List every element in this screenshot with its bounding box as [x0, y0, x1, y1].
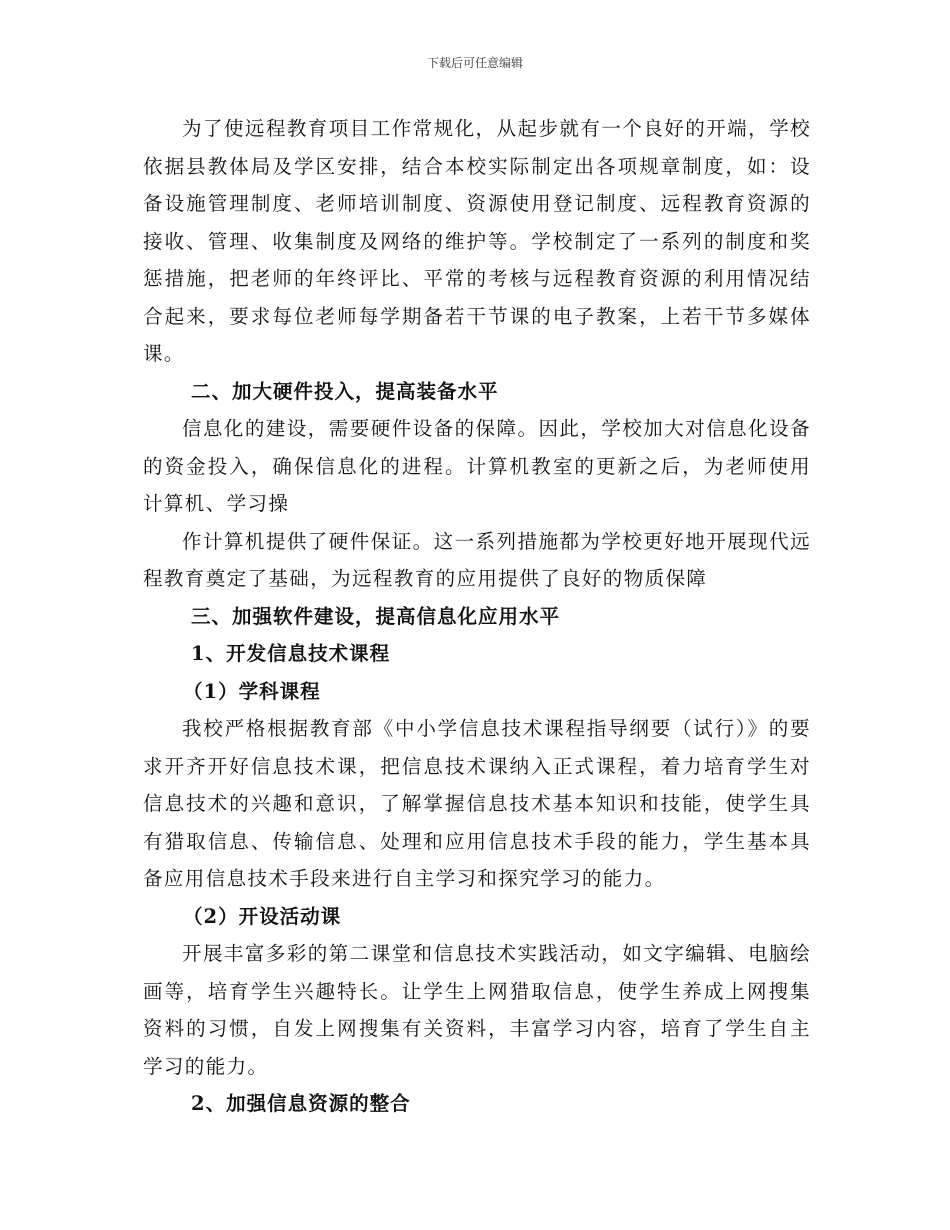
subsubsection-heading-activity-course: （2）开设活动课 — [183, 904, 342, 928]
paragraph-subject-course: 我校严格根据教育部《中小学信息技术课程指导纲要（试行）》的要求开齐开好信息技术课，把信息技术课纳入正式课程，着力培育学生对信息技术的兴趣和意识，了解掌握信息技术基本知识和技能，使学生具有猎取信息、传输信息、处理和应用信息技术手段的能力，学生基本具备应用信息技术手段来进行自主学习和探究学习的能力。 — [143, 717, 811, 890]
section-heading-hardware: 二、加大硬件投入，提高装备水平 — [191, 379, 499, 403]
page-header: 下载后可任意编辑 — [426, 56, 523, 70]
subsection-heading-courses: 1、开发信息技术课程 — [191, 642, 391, 665]
paragraph-hardware-continued: 作计算机提供了硬件保证。这一系列措施都为学校更好地开展现代远程教育奠定了基础，为远程教育的应用提供了良好的物质保障 — [143, 529, 811, 590]
paragraph-activity-course: 开展丰富多彩的第二课堂和信息技术实践活动，如文字编辑、电脑绘画等，培育学生兴趣特长。让学生上网猎取信息，使学生养成上网搜集资料的习惯，自发上网搜集有关资料，丰富学习内容，培育了学生自主学习的能力。 — [143, 942, 811, 1078]
document-body — [143, 110, 811, 1123]
subsubsection-heading-subject-course: （1）学科课程 — [183, 679, 321, 703]
paragraph-hardware: 信息化的建设，需要硬件设备的保障。因此，学校加大对信息化设备的资金投入，确保信息化的进程。计算机教室的更新之后，为老师使用计算机、学习操 — [143, 417, 811, 515]
subsection-heading-resources: 2、加强信息资源的整合 — [191, 1092, 411, 1115]
section-heading-software: 三、加强软件建设，提高信息化应用水平 — [191, 604, 561, 628]
paragraph-rules: 为了使远程教育项目工作常规化，从起步就有一个良好的开端，学校依据县教体局及学区安排，结合本校实际制定出各项规章制度，如：设备设施管理制度、老师培训制度、资源使用登记制度、远程教育资源的接收、管理、收集制度及网络的维护等。学校制定了一系列的制度和奖惩措施，把老师的年终评比、平常的考核与远程教育资源的利用情况结合起来，要求每位老师每学期备若干节课的电子教案，上若干节多媒体课。 — [143, 117, 811, 365]
